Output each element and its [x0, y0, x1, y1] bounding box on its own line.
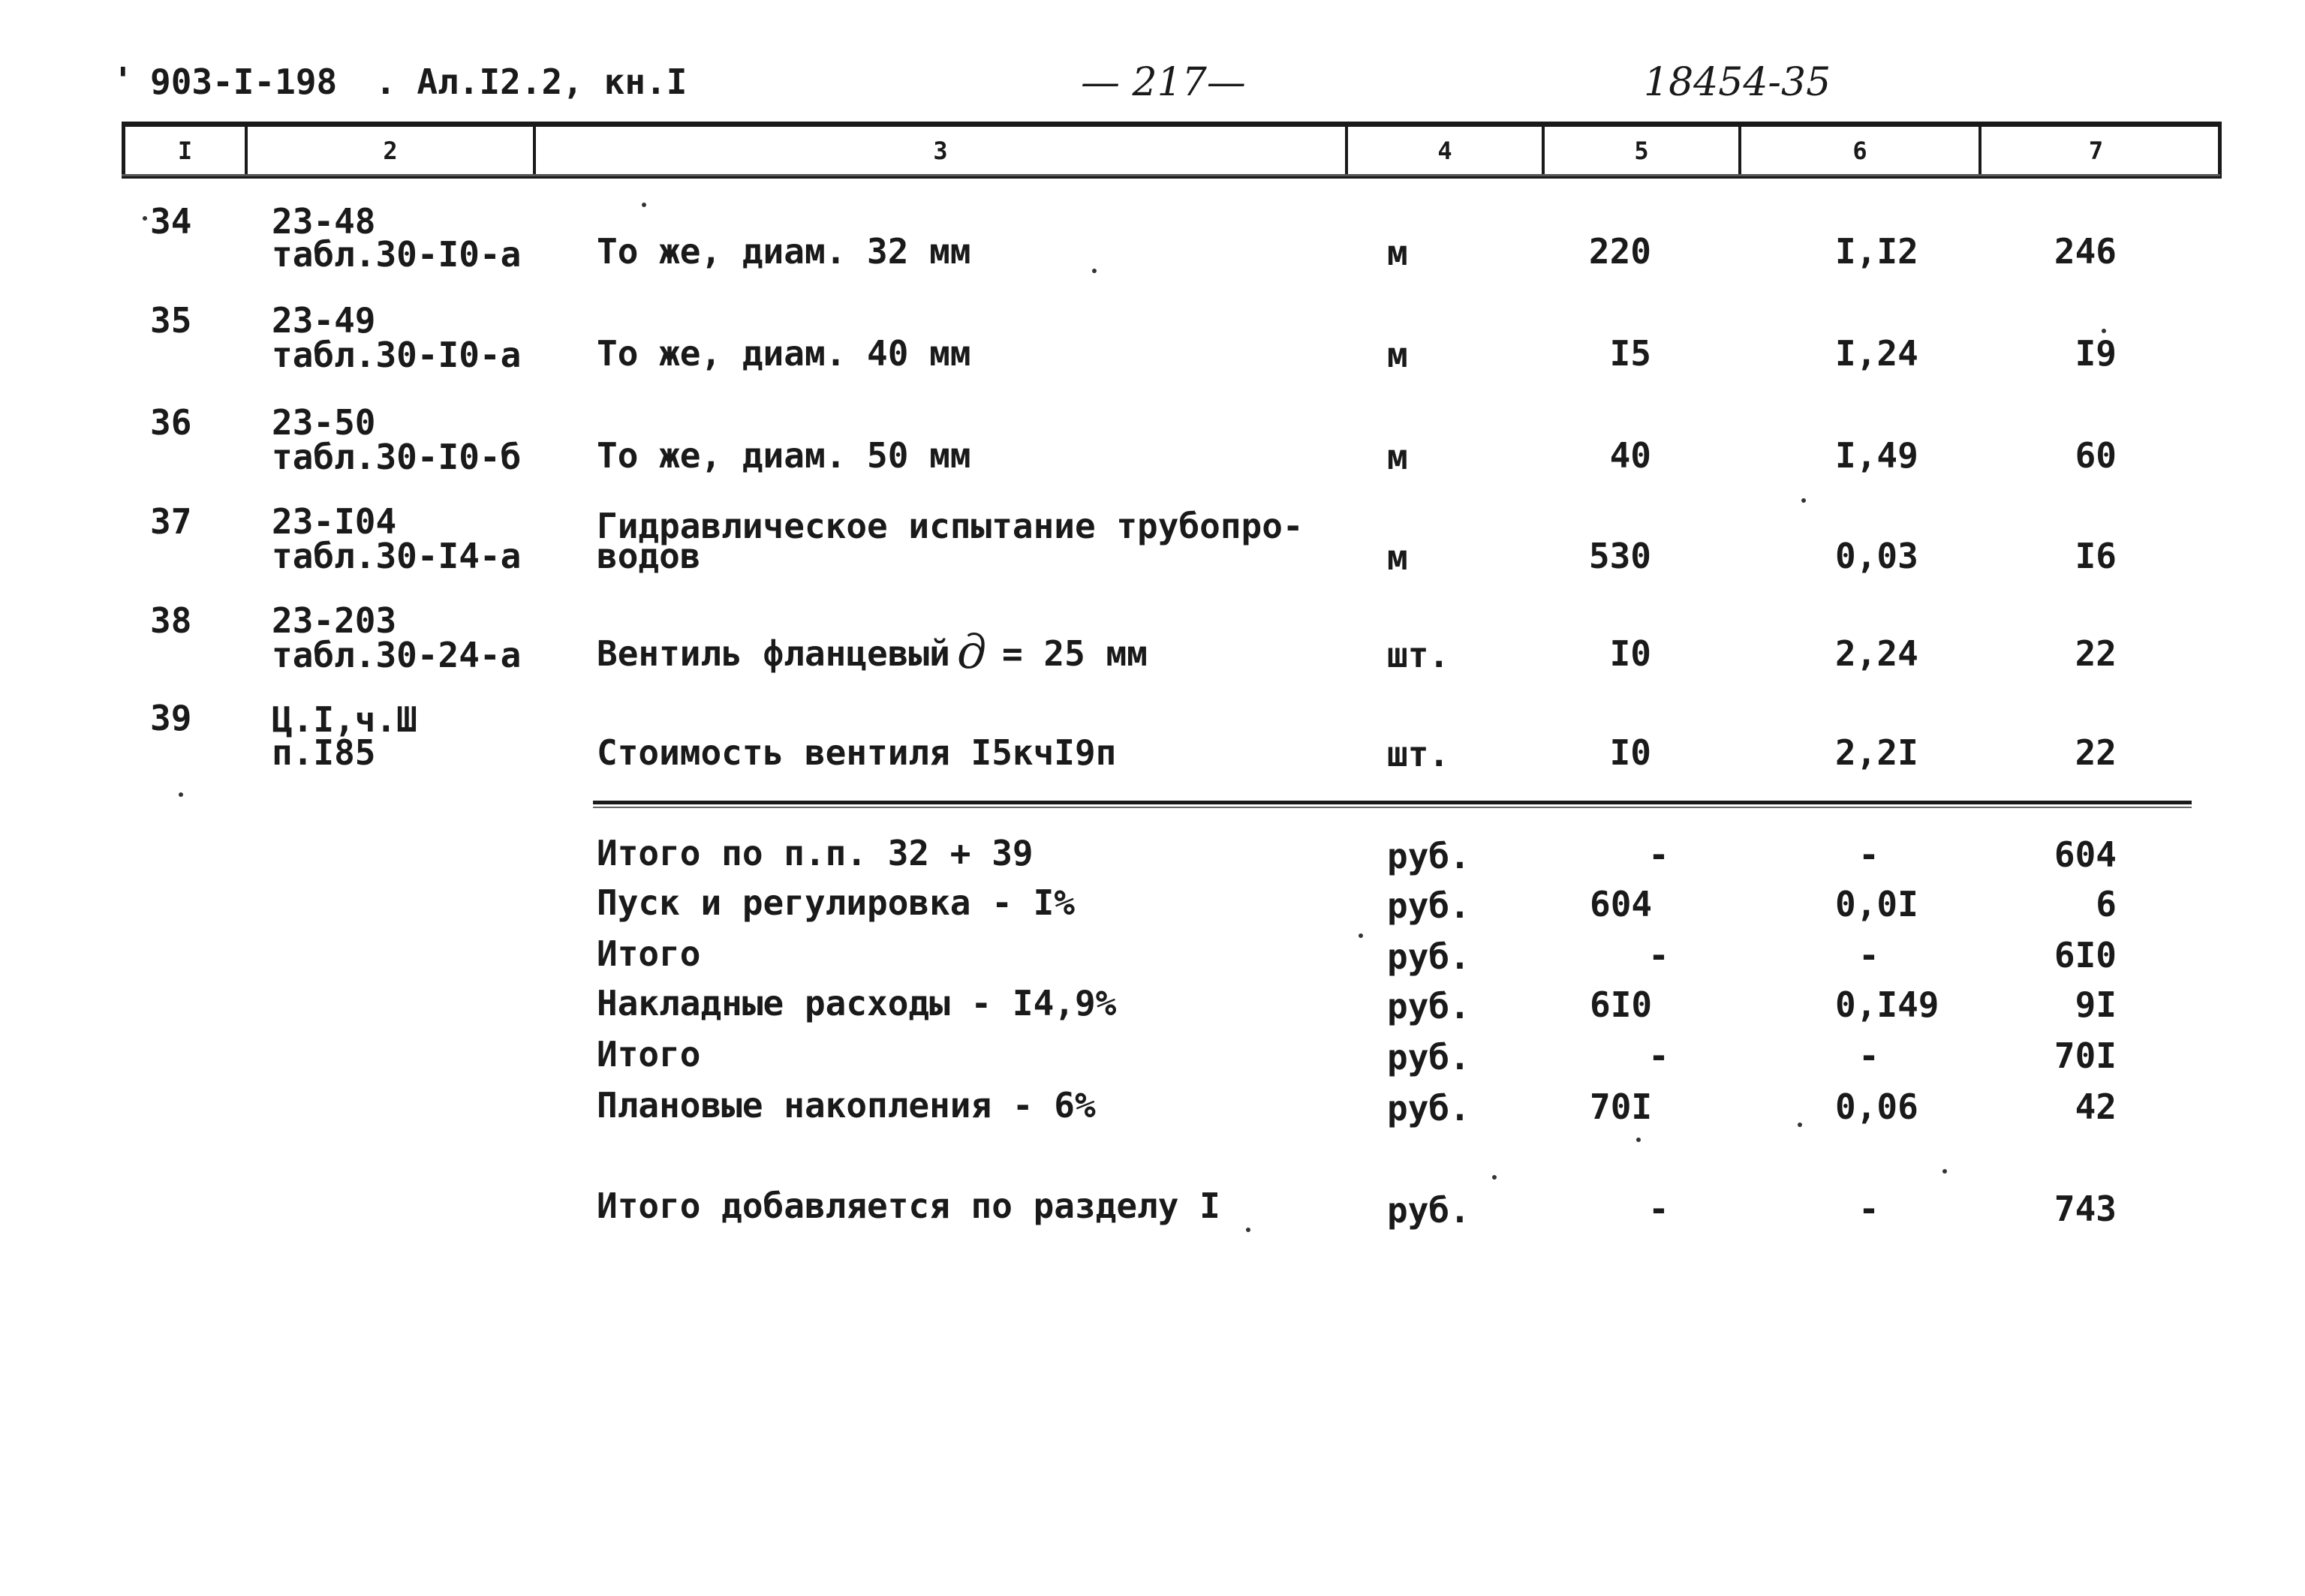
- document-code: 903-I-198: [150, 62, 338, 102]
- row-ref-table: табл.30-I4-а: [272, 536, 522, 576]
- scan-speck: [1492, 1175, 1497, 1180]
- row-total: 22: [2075, 732, 2117, 773]
- column-header-3: 3: [933, 137, 948, 165]
- summary-unit: руб.: [1387, 936, 1470, 977]
- scan-speck: [143, 216, 147, 221]
- row-quantity: I5: [1609, 333, 1651, 374]
- row-number: 35: [150, 300, 192, 341]
- summary-rate: -: [1858, 834, 1879, 875]
- scan-speck: [1801, 498, 1806, 503]
- summary-unit: руб.: [1387, 986, 1470, 1026]
- row-description-continued: водов: [597, 536, 701, 576]
- grand-total-amount: 743: [2054, 1189, 2117, 1229]
- row-unit-price: 2,24: [1835, 633, 1918, 674]
- scan-speck: [2102, 329, 2106, 333]
- summary-base: -: [1648, 935, 1669, 975]
- row-quantity: 220: [1588, 231, 1651, 272]
- summary-rate: -: [1858, 935, 1879, 975]
- row-description: То же, диам. 40 мм: [597, 333, 971, 374]
- summary-base: -: [1648, 834, 1669, 875]
- summary-unit: руб.: [1387, 836, 1470, 876]
- grand-total-label: Итого добавляется по разделу I: [597, 1186, 1220, 1226]
- summary-unit: руб.: [1387, 885, 1470, 926]
- summary-rate: 0,I49: [1835, 984, 1939, 1025]
- row-unit: шт.: [1387, 734, 1450, 774]
- summary-rate: -: [1858, 1035, 1879, 1076]
- row-number: 36: [150, 402, 192, 443]
- row-quantity: I0: [1609, 633, 1651, 674]
- row-ref-table: табл.30-I0-а: [272, 335, 522, 375]
- grand-total-unit: руб.: [1387, 1190, 1470, 1231]
- row-unit-price: 0,03: [1835, 536, 1918, 576]
- summary-base: 70I: [1590, 1087, 1653, 1127]
- row-total: I9: [2075, 333, 2117, 374]
- scan-speck: [1359, 933, 1363, 938]
- row-ref-code: 23-50: [272, 402, 376, 443]
- summary-amount: 604: [2054, 834, 2117, 875]
- column-header-1: I: [177, 137, 193, 165]
- summary-label: Пуск и регулировка - I%: [597, 882, 1075, 923]
- summary-label: Накладные расходы - I4,9%: [597, 983, 1117, 1023]
- row-total: 246: [2054, 231, 2117, 272]
- column-header-6: 6: [1852, 137, 1867, 165]
- summary-amount: 42: [2075, 1087, 2117, 1127]
- summary-divider: [593, 801, 2192, 804]
- album-reference: . Ал.I2.2, кн.I: [375, 62, 688, 102]
- scan-speck: [1636, 1138, 1641, 1142]
- row-ref-code: 23-48: [272, 201, 376, 242]
- row-total: 60: [2075, 435, 2117, 476]
- scan-speck: [1246, 1228, 1250, 1232]
- row-description: Гидравлическое испытание трубопро-: [597, 506, 1304, 546]
- row-quantity: I0: [1609, 732, 1651, 773]
- summary-rate: 0,0I: [1835, 884, 1918, 924]
- summary-base: 604: [1590, 884, 1653, 924]
- column-header-5: 5: [1634, 137, 1649, 165]
- row-number: 39: [150, 698, 192, 738]
- summary-amount: 9I: [2075, 984, 2117, 1025]
- summary-label: Итого: [597, 1034, 701, 1075]
- header-rule: [122, 174, 2220, 176]
- scan-speck: [642, 203, 646, 207]
- row-number: 34: [150, 201, 192, 242]
- row-quantity: 530: [1588, 536, 1651, 576]
- scan-speck: [179, 792, 183, 797]
- grand-total-base: -: [1648, 1189, 1669, 1229]
- row-number: 37: [150, 501, 192, 542]
- row-ref-code: 23-203: [272, 600, 397, 641]
- summary-unit: руб.: [1387, 1088, 1470, 1129]
- column-header-2: 2: [383, 137, 398, 165]
- summary-divider-shadow: [593, 807, 2192, 808]
- row-unit-price: I,24: [1835, 333, 1918, 374]
- column-header-7: 7: [2088, 137, 2104, 165]
- summary-unit: руб.: [1387, 1037, 1470, 1078]
- summary-base: 6I0: [1590, 984, 1653, 1025]
- summary-rate: 0,06: [1835, 1087, 1918, 1127]
- table-header: [122, 122, 2222, 179]
- column-header-4: 4: [1437, 137, 1452, 165]
- row-number: 38: [150, 600, 192, 641]
- row-ref-table: табл.30-I0-а: [272, 234, 522, 275]
- row-ref-table: п.I85: [272, 732, 376, 773]
- row-ref-table: табл.30-I0-б: [272, 437, 522, 477]
- row-description: Вентиль фланцевый: [597, 633, 950, 674]
- row-quantity: 40: [1609, 435, 1651, 476]
- grand-total-rate: -: [1858, 1189, 1879, 1229]
- summary-label: Итого: [597, 933, 701, 974]
- summary-amount: 6I0: [2054, 935, 2117, 975]
- summary-base: -: [1648, 1035, 1669, 1076]
- row-total: I6: [2075, 536, 2117, 576]
- row-unit: м: [1387, 233, 1408, 273]
- row-ref-code: 23-49: [272, 300, 376, 341]
- row-ref-code: Ц.I,ч.Ш: [272, 699, 417, 740]
- row-unit: м: [1387, 537, 1408, 578]
- summary-label: Итого по п.п. 32 + 39: [597, 833, 1034, 873]
- row-ref-table: табл.30-24-а: [272, 635, 522, 675]
- row-unit-price: 2,2I: [1835, 732, 1918, 773]
- scan-speck: [1942, 1169, 1947, 1174]
- diameter-symbol: д: [957, 624, 987, 679]
- row-unit-price: I,I2: [1835, 231, 1918, 272]
- summary-amount: 70I: [2054, 1035, 2117, 1076]
- row-total: 22: [2075, 633, 2117, 674]
- scan-speck: [1092, 269, 1097, 273]
- row-unit: шт.: [1387, 635, 1450, 675]
- row-description: Стоимость вентиля I5кчI9п: [597, 732, 1117, 773]
- page-number: — 217—: [1081, 60, 1246, 105]
- row-description: То же, диам. 50 мм: [597, 435, 971, 476]
- scan-speck: [1798, 1123, 1802, 1127]
- summary-amount: 6: [2096, 884, 2117, 924]
- row-unit: м: [1387, 335, 1408, 375]
- margin-tick: ': [113, 60, 134, 101]
- row-ref-code: 23-I04: [272, 501, 397, 542]
- stamp-number: 18454-35: [1644, 60, 1831, 105]
- row-unit-price: I,49: [1835, 435, 1918, 476]
- row-description-value: = 25 мм: [1002, 633, 1148, 674]
- summary-label: Плановые накопления - 6%: [597, 1085, 1096, 1126]
- row-description: То же, диам. 32 мм: [597, 231, 971, 272]
- row-unit: м: [1387, 437, 1408, 477]
